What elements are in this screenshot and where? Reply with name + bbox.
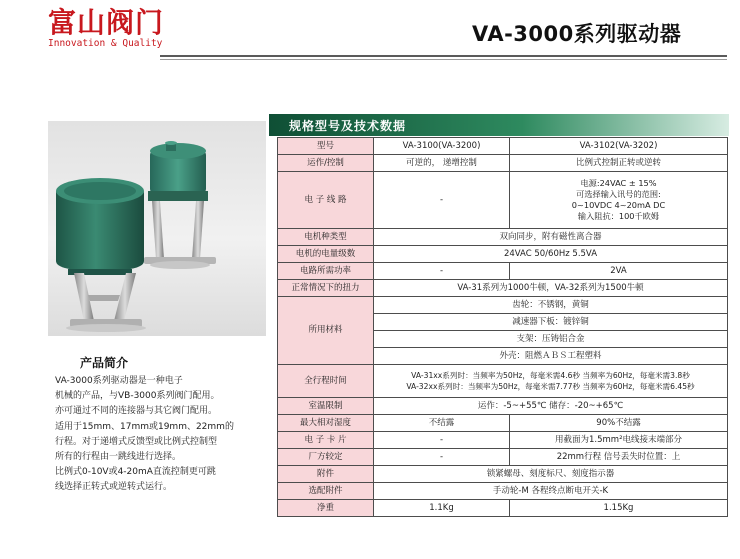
table-row: [278, 449, 728, 466]
table-row: [278, 500, 728, 517]
spec-label: 室温限制: [278, 398, 374, 415]
table-row: [278, 246, 728, 263]
intro-line: VA-3000系列驱动器是一种电子: [55, 376, 183, 386]
spec-table: [277, 137, 728, 517]
table-row: [278, 365, 728, 398]
table-row: [278, 155, 728, 172]
brand-slogan: Innovation & Quality: [48, 38, 163, 49]
circuit-line: 电源:24VAC ± 15%: [580, 178, 657, 188]
spec-label: 电 子 线 路: [278, 172, 374, 229]
product-intro-heading: 产品简介: [80, 356, 129, 370]
spec-value: -: [374, 449, 510, 466]
spec-label: 运作/控制: [278, 155, 374, 172]
spec-value: 可逆的， 递增控制: [374, 155, 510, 172]
spec-value: -: [374, 172, 510, 229]
spec-label: 电机的电量级数: [278, 246, 374, 263]
table-row: [278, 229, 728, 246]
spec-value: 1.1Kg: [374, 500, 510, 517]
spec-model-2: VA-3102(VA-3202): [510, 138, 728, 155]
material-item: 齿轮：不锈钢，黄铜: [374, 297, 728, 314]
page-title: VA-3000系列驱动器: [472, 22, 682, 46]
spec-label: 选配附件: [278, 483, 374, 500]
intro-line: 所有的行程由一跳线进行选择。: [55, 452, 182, 463]
header-divider-thin: [160, 59, 727, 60]
actuator-illustration: [48, 121, 266, 336]
table-row: [278, 415, 728, 432]
table-row: [278, 263, 728, 280]
spec-label: 电 子 卡 片: [278, 432, 374, 449]
spec-value: [374, 365, 728, 398]
table-row: [278, 280, 728, 297]
spec-model-1: VA-3100(VA-3200): [374, 138, 510, 155]
spec-label: 型号: [278, 138, 374, 155]
spec-value: 手动轮-M 各程终点断电开关-K: [374, 483, 728, 500]
spec-value: -: [374, 263, 510, 280]
spec-value: 运作：-5~+55℃ 储存：-20~+65℃: [374, 398, 728, 415]
spec-label: 净重: [278, 500, 374, 517]
stroke-line: VA-32xx系列时：当频率为50Hz，每毫米需7.77秒 当频率为60Hz，每毫米需6.45秒: [406, 382, 695, 391]
intro-line: 适用于15mm、17mm或19mm、22mm的: [55, 421, 234, 432]
spec-label: 附件: [278, 466, 374, 483]
product-photo: [48, 121, 266, 336]
material-item: 减速器下板：镀锌铜: [374, 314, 728, 331]
circuit-line: 0~10VDC 4~20mA DC: [571, 200, 666, 210]
table-row: [278, 483, 728, 500]
spec-value: 24VAC 50/60Hz 5.5VA: [374, 246, 728, 263]
table-row: [278, 297, 728, 314]
spec-label: 电路所需功率: [278, 263, 374, 280]
material-item: 支架：压铸铝合金: [374, 331, 728, 348]
spec-value: 不结露: [374, 415, 510, 432]
table-row: [278, 138, 728, 155]
intro-line: 比例式0-10V或4-20mA直流控制更可跳: [55, 467, 216, 478]
brand-name: 富山阀门: [48, 6, 165, 39]
spec-label: 电机种类型: [278, 229, 374, 246]
header-divider: [160, 55, 727, 57]
intro-line: 亦可通过不同的连接器与其它阀门配用。: [55, 406, 218, 417]
table-row: [278, 466, 728, 483]
material-item: 外壳：阻燃ＡＢＳ工程塑料: [374, 348, 728, 365]
spec-heading: 规格型号及技术数据: [289, 119, 407, 133]
spec-label: 所用材料: [278, 297, 374, 365]
spec-value: [510, 172, 728, 229]
spec-label: 厂方较定: [278, 449, 374, 466]
spec-label: 最大相对湿度: [278, 415, 374, 432]
table-row: [278, 398, 728, 415]
intro-line: 机械的产品，与VB-3000系列阀门配用。: [55, 391, 220, 402]
spec-value: VA-31系列为1000牛顿，VA-32系列为1500牛顿: [374, 280, 728, 297]
circuit-line: 输入阻抗：100千欧姆: [577, 211, 660, 221]
spec-value: 双向同步，附有磁性离合器: [374, 229, 728, 246]
spec-value: 锁紧螺母、刻度标尺、刻度指示器: [374, 466, 728, 483]
spec-value: 用截面为1.5mm²电线接末端部分: [510, 432, 728, 449]
spec-value: -: [374, 432, 510, 449]
circuit-line: 可选择输入讯号的范围:: [576, 189, 661, 199]
spec-value: 1.15Kg: [510, 500, 728, 517]
spec-value: 2VA: [510, 263, 728, 280]
spec-label: 全行程时间: [278, 365, 374, 398]
intro-line: 线选择正转式或逆转式运行。: [55, 482, 173, 493]
table-row: [278, 172, 728, 229]
spec-value: 22mm行程 信号丢失时位置：上: [510, 449, 728, 466]
product-intro-text: [55, 374, 265, 496]
intro-line: 行程。对于递增式反馈型或比例式控制型: [55, 436, 218, 447]
table-row: [278, 432, 728, 449]
stroke-line: VA-31xx系列时：当频率为50Hz，每毫米需4.6秒 当频率为60Hz，每毫米需3.8秒: [411, 371, 690, 380]
spec-heading-band: [269, 114, 729, 136]
spec-label: 正常情况下的扭力: [278, 280, 374, 297]
brand-logo: [48, 8, 164, 49]
spec-value: 比例式控制正转或逆转: [510, 155, 728, 172]
spec-value: 90%不结露: [510, 415, 728, 432]
